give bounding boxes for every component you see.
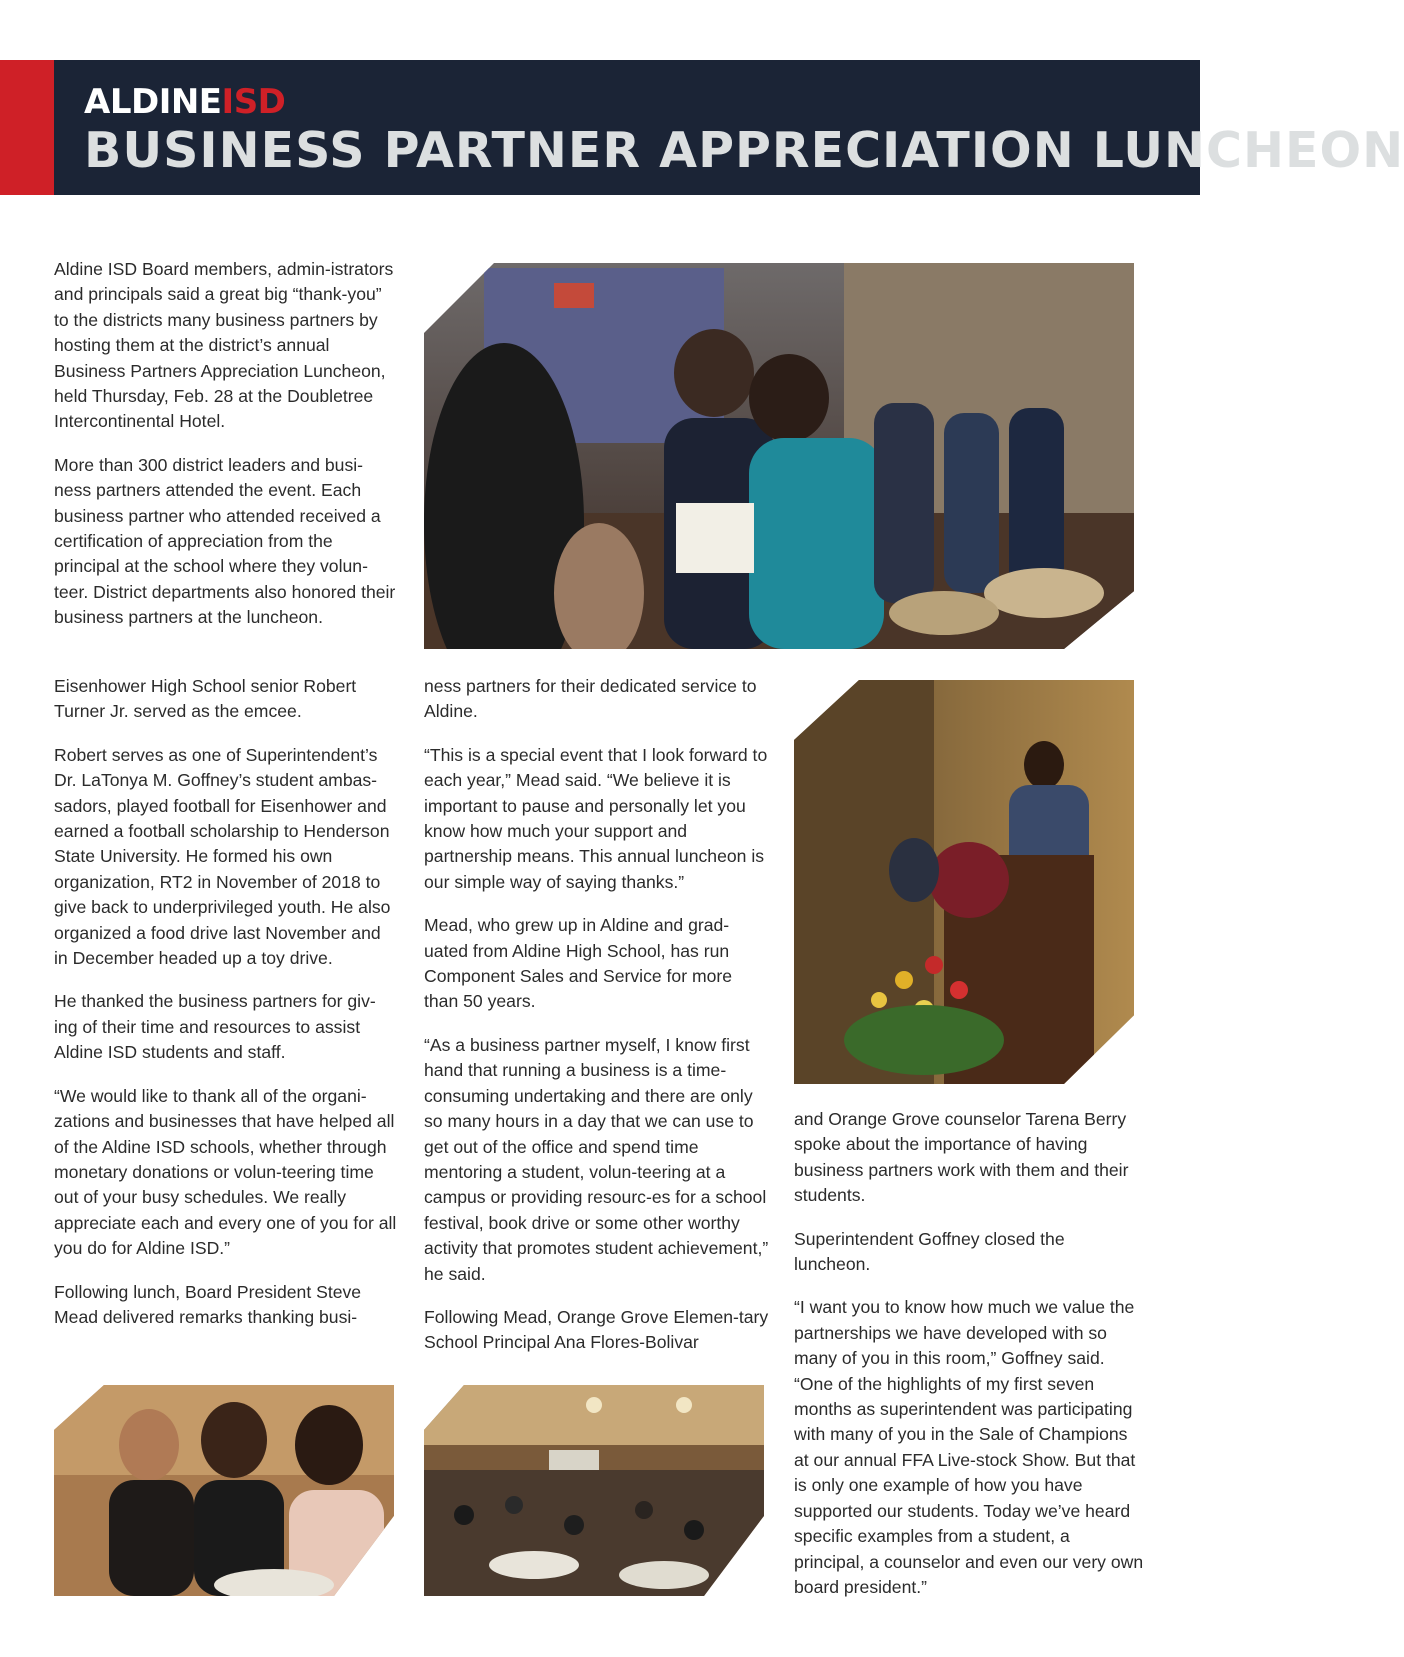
paragraph: “This is a special event that I look forward to each year,” Mead said. “We believe it is important to pause and personally let you know how much your support and partnership means. This annual luncheon is our simple way of saying thanks.” (424, 744, 768, 892)
district-logo (84, 82, 285, 122)
paragraph: Robert serves as one of Superintendent’s Dr. LaTonya M. Goffney’s student ambas-sadors, played football for Eisenhower and earned a football scholarship to Henderson State University. He formed his own organization, RT2 in November of 2018 to give back to underprivileged youth. He also organized a food drive last November and in December headed up a toy drive. (54, 744, 391, 969)
paragraph: “I want you to know how much we value the partnerships we have developed with so many of you in this room,” Goffney said. “One of the highlights of my first seven months as superintendent was participating with many of you in the Sale of Champions at our annual FFA Live-stock Show. But that is only one example of how you have supported our students. Today we’ve heard specific examples from a student, a principal, a counselor and even our very own board president.” (794, 1297, 1144, 1597)
paragraph: and Orange Grove counselor Tarena Berry spoke about the importance of having business partners work with them and their students. (794, 1109, 1129, 1206)
logo-aldine: ALDINE (84, 82, 222, 122)
article-column-2 (424, 674, 769, 1374)
paragraph: Following lunch, Board President Steve Mead delivered remarks thanking busi- (54, 1281, 362, 1327)
paragraph: Mead, who grew up in Aldine and grad-uated from Aldine High School, has run Component Sales and Service for more than 50 years. (424, 915, 733, 1012)
photo-ballroom-audience (424, 1385, 764, 1596)
page-title: BUSINESS PARTNER APPRECIATION LUNCHEON (84, 122, 1404, 179)
paragraph: “We would like to thank all of the organi-zations and businesses that have helped all of the Aldine ISD schools, whether through monetary donations or volun-teering time out of your busy schedules. We really appreciate each and every one of you for all you do for Aldine ISD.” (54, 1085, 397, 1259)
photo-three-women (54, 1385, 394, 1596)
paragraph: Eisenhower High School senior Robert Turner Jr. served as the emcee. (54, 676, 357, 722)
paragraph: More than 300 district leaders and busi-ness partners attended the event. Each business partner who attended received a certification of appreciation from the principal at the school where they volun-teer. District departments also honored their business partners at the luncheon. (54, 454, 396, 628)
photo-certificate-presentation (424, 263, 1134, 649)
paragraph: Following Mead, Orange Grove Elemen-tary School Principal Ana Flores-Bolivar (424, 1306, 769, 1353)
article-column-1-top (54, 257, 399, 649)
paragraph: Superintendent Goffney closed the luncheon. (794, 1228, 1065, 1275)
photo-student-speaker-podium (794, 680, 1134, 1084)
logo-isd: ISD (221, 82, 286, 122)
paragraph: Aldine ISD Board members, admin-istrators and principals said a great big “thank-you” to the districts many business partners by hosting them at the district’s annual Business Partners Appreciation Luncheon, held Thursday, Feb. 28 at the Doubletree Intercontinental Hotel. (54, 259, 394, 432)
paragraph: ness partners for their dedicated service to Aldine. (424, 676, 757, 722)
article-column-3 (794, 1107, 1144, 1618)
paragraph: “As a business partner myself, I know first hand that running a business is a time-consuming undertaking and there are only so many hours in a day that we can use to get out of the office and spend time mentoring a student, volun-teering at a campus or providing resourc-es for a school festival, book drive or some other worthy activity that promotes student achievement,” he said. (424, 1034, 769, 1284)
article-column-1 (54, 674, 399, 1348)
header-accent-bar (0, 60, 54, 195)
paragraph: He thanked the business partners for giv-ing of their time and resources to assist Aldine ISD students and staff. (54, 991, 376, 1063)
